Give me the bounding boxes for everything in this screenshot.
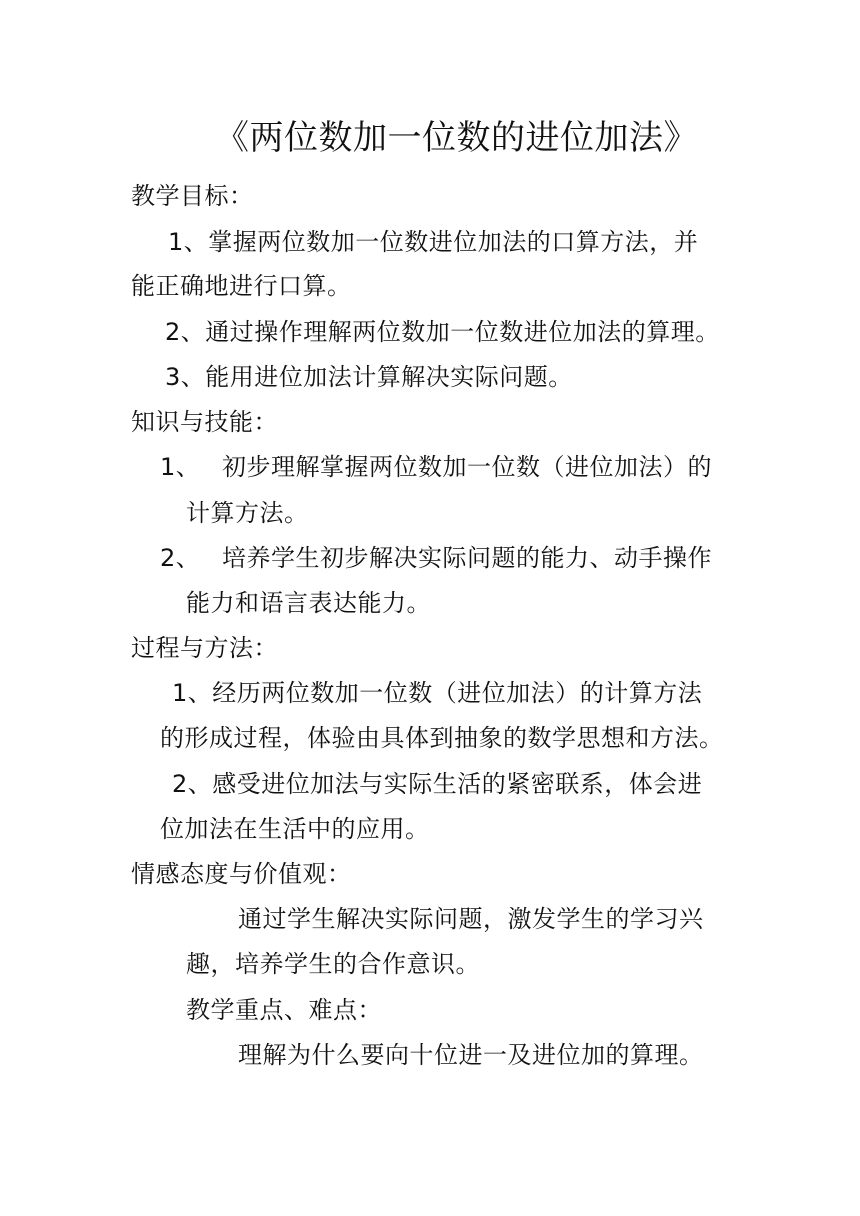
teaching-goal-3: 3、能用进位加法计算解决实际问题。: [165, 363, 573, 391]
emotion-values-heading: 情感态度与价值观：: [131, 860, 352, 888]
emotion-values-line-1: 通过学生解决实际问题，激发学生的学习兴: [238, 905, 704, 933]
key-points-heading: 教学重点、难点：: [186, 996, 382, 1024]
process-method-1-line-2: 的形成过程，体验由具体到抽象的数学思想和方法。: [160, 724, 724, 752]
process-method-2-line-2: 位加法在生活中的应用。: [160, 815, 430, 843]
process-method-2-line-1: 2、感受进位加法与实际生活的紧密联系，体会进: [172, 770, 703, 798]
knowledge-skill-1-line-2: 计算方法。: [186, 499, 309, 527]
knowledge-skill-2-number: 2、: [160, 544, 201, 572]
knowledge-skill-2-line-2: 能力和语言表达能力。: [186, 589, 431, 617]
teaching-goal-1-line-1: 1、掌握两位数加一位数进位加法的口算方法，并: [168, 228, 699, 256]
document-title: 《两位数加一位数的进位加法》: [215, 118, 698, 158]
emotion-values-line-2: 趣，培养学生的合作意识。: [186, 950, 480, 978]
knowledge-skill-1-number: 1、: [160, 453, 201, 481]
key-points-line-1: 理解为什么要向十位进一及进位加的算理。: [238, 1041, 704, 1069]
knowledge-skill-1-line-1: 初步理解掌握两位数加一位数（进位加法）的: [222, 453, 712, 481]
knowledge-skills-heading: 知识与技能：: [131, 408, 278, 436]
process-methods-heading: 过程与方法：: [131, 634, 278, 662]
teaching-goal-2: 2、通过操作理解两位数加一位数进位加法的算理。: [165, 318, 720, 346]
knowledge-skill-2-line-1: 培养学生初步解决实际问题的能力、动手操作: [222, 544, 712, 572]
teaching-goal-1-line-2: 能正确地进行口算。: [131, 272, 352, 300]
teaching-goals-heading: 教学目标：: [131, 182, 254, 210]
process-method-1-line-1: 1、经历两位数加一位数（进位加法）的计算方法: [172, 679, 703, 707]
